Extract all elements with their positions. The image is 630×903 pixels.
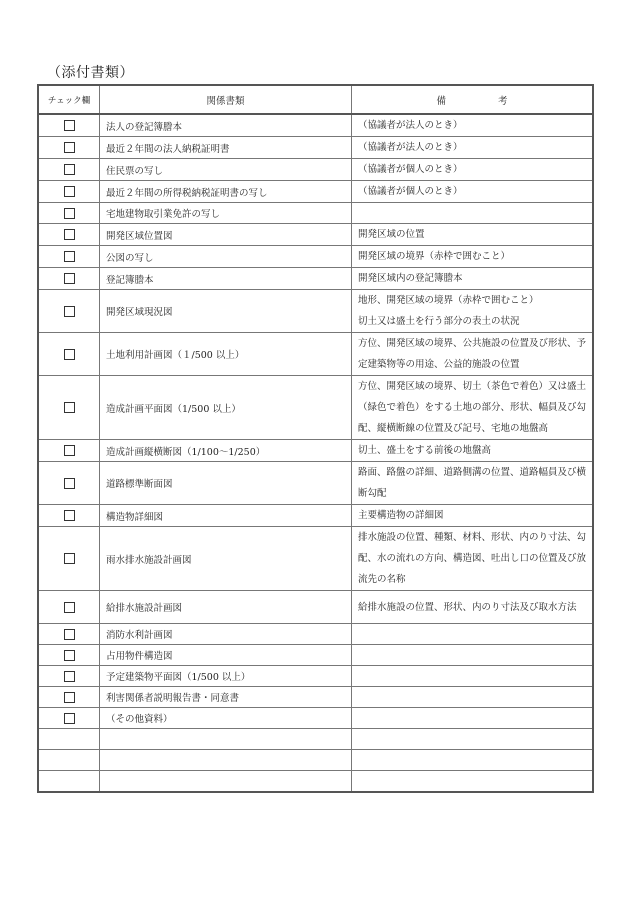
header-check: チェック欄 [38,85,100,114]
remarks-cell [352,624,594,645]
remarks-cell [352,645,594,666]
table-row [38,114,593,137]
remarks-cell: （協議者が個人のとき） [352,181,594,203]
check-cell [38,645,100,666]
table-row [38,624,593,645]
header-remarks-a: 備 [436,95,446,107]
document-name-cell: 開発区域位置図 [100,224,352,246]
check-cell [38,181,100,203]
table-header-row [38,85,593,114]
remarks-cell: 開発区域の境界（赤枠で囲むこと） [352,246,594,268]
check-cell [38,290,100,333]
check-cell [38,666,100,687]
remarks-cell: （協議者が法人のとき） [352,114,594,137]
check-cell [38,203,100,224]
checkbox[interactable] [64,510,75,521]
checkbox[interactable] [64,650,75,661]
document-name-cell [100,729,352,750]
remarks-cell [352,687,594,708]
check-cell [38,708,100,729]
check-cell [38,505,100,527]
document-name-cell [100,771,352,792]
document-name-cell: 道路標準断面図 [100,462,352,505]
checkbox[interactable] [64,713,75,724]
check-cell [38,246,100,268]
check-cell [38,333,100,376]
remarks-cell [352,771,594,792]
section-caption: （添付書類） [47,65,134,81]
remarks-cell: 主要構造物の詳細図 [352,505,594,527]
document-name-cell: 宅地建物取引業免許の写し [100,203,352,224]
table-row [38,440,593,462]
remarks-cell: （協議者が個人のとき） [352,159,594,181]
remarks-cell: 方位、開発区域の境界、公共施設の位置及び形状、予定建築物等の用途、公益的施設の位置 [352,333,594,376]
check-cell [38,268,100,290]
remarks-cell: 開発区域内の登記簿謄本 [352,268,594,290]
document-name-cell: （その他資料） [100,708,352,729]
document-name-cell: 最近２年間の所得税納税証明書の写し [100,181,352,203]
checkbox[interactable] [64,251,75,262]
header-remarks-b: 考 [498,95,508,107]
document-name-cell: 予定建築物平面図（1/500 以上） [100,666,352,687]
header-documents: 関係書類 [100,85,352,114]
remarks-cell [352,708,594,729]
table-row [38,376,593,440]
checkbox[interactable] [64,629,75,640]
check-cell [38,376,100,440]
table-row [38,181,593,203]
remarks-cell: 開発区域の位置 [352,224,594,246]
checkbox[interactable] [64,164,75,175]
table-row [38,203,593,224]
check-cell [38,591,100,624]
checkbox[interactable] [64,602,75,613]
check-cell [38,137,100,159]
remarks-cell: 切土、盛土をする前後の地盤高 [352,440,594,462]
check-cell [38,114,100,137]
checkbox[interactable] [64,186,75,197]
table-row [38,750,593,771]
document-name-cell: 給排水施設計画図 [100,591,352,624]
document-name-cell: 公図の写し [100,246,352,268]
check-cell [38,624,100,645]
check-cell [38,687,100,708]
table-row [38,224,593,246]
checkbox[interactable] [64,402,75,413]
table-row [38,645,593,666]
table-row [38,159,593,181]
check-cell [38,750,100,771]
checkbox[interactable] [64,306,75,317]
document-name-cell: 造成計画縦横断図（1/100～1/250） [100,440,352,462]
table-row [38,268,593,290]
checkbox[interactable] [64,445,75,456]
document-name-cell: 造成計画平面図（1/500 以上） [100,376,352,440]
check-cell [38,462,100,505]
remarks-cell: 方位、開発区域の境界、切土（茶色で着色）又は盛土（緑色で着色）をする土地の部分、形状、幅員及び勾配、縦横断線の位置及び記号、宅地の地盤高 [352,376,594,440]
checkbox[interactable] [64,208,75,219]
remarks-cell [352,750,594,771]
document-name-cell: 雨水排水施設計画図 [100,527,352,591]
checkbox[interactable] [64,120,75,131]
check-cell [38,729,100,750]
table-row [38,246,593,268]
document-name-cell: 最近２年間の法人納税証明書 [100,137,352,159]
document-name-cell: 利害関係者説明報告書・同意書 [100,687,352,708]
table-row [38,462,593,505]
document-name-cell: 登記簿謄本 [100,268,352,290]
remarks-cell [352,729,594,750]
table-row [38,290,593,333]
document-name-cell: 占用物件構造図 [100,645,352,666]
table-row [38,666,593,687]
table-row [38,527,593,591]
remarks-cell [352,203,594,224]
checkbox[interactable] [64,692,75,703]
table-row [38,333,593,376]
remarks-cell [352,666,594,687]
checkbox[interactable] [64,478,75,489]
check-cell [38,159,100,181]
table-row [38,729,593,750]
checkbox[interactable] [64,349,75,360]
table-row [38,687,593,708]
table-row [38,591,593,624]
attachments-table [37,84,594,793]
document-name-cell [100,750,352,771]
checkbox[interactable] [64,671,75,682]
document-name-cell: 消防水利計画図 [100,624,352,645]
table-row [38,771,593,792]
checkbox[interactable] [64,553,75,564]
table-row [38,137,593,159]
document-name-cell: 構造物詳細図 [100,505,352,527]
document-name-cell: 土地利用計画図（１/500 以上） [100,333,352,376]
document-name-cell: 法人の登記簿謄本 [100,114,352,137]
table-row [38,708,593,729]
document-name-cell: 住民票の写し [100,159,352,181]
remarks-cell: 地形、開発区域の境界（赤枠で囲むこと） 切土又は盛土を行う部分の表土の状況 [352,290,594,333]
remarks-cell: 給排水施設の位置、形状、内のり寸法及び取水方法 [352,591,594,624]
header-remarks [352,85,594,114]
remarks-cell: 排水施設の位置、種類、材料、形状、内のり寸法、勾配、水の流れの方向、構造図、吐出し口の位置及び放流先の名称 [352,527,594,591]
checkbox[interactable] [64,273,75,284]
remarks-cell: 路面、路盤の詳細、道路側溝の位置、道路幅員及び横断勾配 [352,462,594,505]
check-cell [38,440,100,462]
document-name-cell: 開発区域現況図 [100,290,352,333]
remarks-cell: （協議者が法人のとき） [352,137,594,159]
table-row [38,505,593,527]
check-cell [38,771,100,792]
check-cell [38,224,100,246]
checkbox[interactable] [64,142,75,153]
check-cell [38,527,100,591]
checkbox[interactable] [64,229,75,240]
